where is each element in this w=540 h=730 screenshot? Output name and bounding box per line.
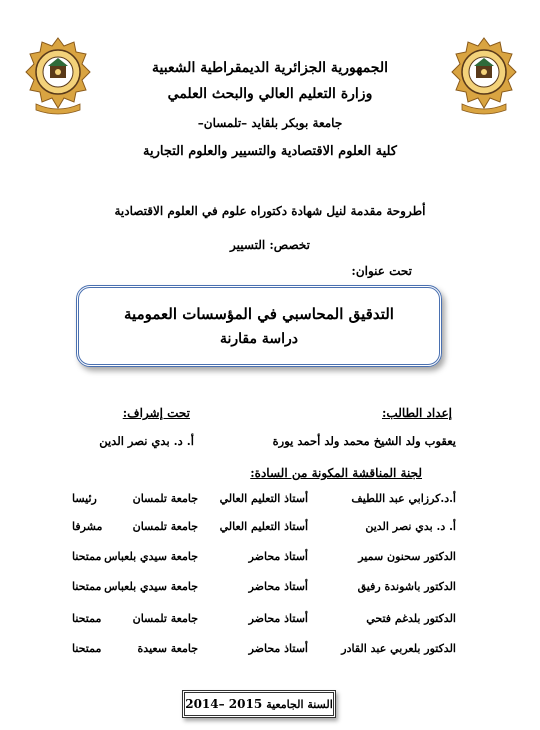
thesis-title-box	[76, 285, 442, 367]
thesis-title: التدقيق المحاسبي في المؤسسات العمومية	[124, 305, 394, 323]
supervisor-name: أ. د. بدي نصر الدين	[99, 434, 194, 448]
jury-member-name: الدكتور سحنون سمير	[358, 550, 456, 563]
jury-label: لجنة المناقشة المكونة من السادة:	[250, 466, 422, 480]
jury-row	[0, 520, 540, 540]
jury-row	[0, 642, 540, 662]
jury-member-university: جامعة سعيدة	[137, 642, 198, 655]
jury-member-university: جامعة تلمسان	[132, 612, 198, 625]
jury-member-university: جامعة سيدي بلعباس	[104, 580, 198, 593]
jury-member-name: الدكتور بلدغم فتحي	[366, 612, 456, 625]
supervisor-label: تحت إشراف:	[122, 406, 190, 420]
jury-row	[0, 492, 540, 512]
university-logo-left	[24, 34, 92, 116]
university-emblem-icon	[450, 34, 518, 116]
jury-member-role: ممتحنا	[72, 580, 102, 593]
jury-member-name: أ.د.كرزابي عبد اللطيف	[351, 492, 456, 505]
jury-member-role: ممتحنا	[72, 550, 102, 563]
jury-row	[0, 612, 540, 632]
jury-member-rank: أستاذ محاضر	[248, 642, 308, 655]
jury-member-rank: أستاذ محاضر	[248, 612, 308, 625]
header-ministry: وزارة التعليم العالي والبحث العلمي	[167, 86, 373, 102]
header-republic: الجمهورية الجزائرية الديمقراطية الشعبية	[151, 60, 388, 76]
jury-member-role: ممتحنا	[72, 612, 102, 625]
jury-member-name: الدكتور باشوندة رفيق	[357, 580, 456, 593]
header-faculty: كلية العلوم الاقتصادية والتسيير والعلوم التجارية	[143, 144, 397, 159]
jury-member-name: أ. د. بدي نصر الدين	[365, 520, 456, 533]
jury-member-role: مشرفا	[72, 520, 103, 533]
university-emblem-icon	[24, 34, 92, 116]
jury-member-university: جامعة سيدي بلعباس	[104, 550, 198, 563]
under-title-label: تحت عنوان:	[351, 264, 412, 278]
thesis-description: أطروحة مقدمة لنيل شهادة دكتوراه علوم في العلوم الاقتصادية	[114, 204, 426, 218]
prepared-by-label: إعداد الطالب:	[381, 406, 452, 420]
academic-year-label: السنة الجامعية	[266, 697, 333, 711]
jury-member-name: الدكتور بلعربي عبد القادر	[341, 642, 456, 655]
jury-member-university: جامعة تلمسان	[132, 492, 198, 505]
jury-member-rank: أستاذ التعليم العالي	[219, 520, 308, 533]
student-name: يعقوب ولد الشيخ محمد ولد أحمد يورة	[272, 434, 456, 448]
jury-row	[0, 580, 540, 600]
academic-year-box	[182, 690, 336, 718]
jury-member-rank: أستاذ محاضر	[248, 550, 308, 563]
jury-member-role: ممتحنا	[72, 642, 102, 655]
thesis-specialty: تخصص: التسيير	[230, 238, 310, 252]
academic-year-value: 2014– 2015	[185, 697, 263, 711]
thesis-subtitle: دراسة مقارنة	[220, 331, 299, 347]
jury-member-university: جامعة تلمسان	[132, 520, 198, 533]
university-logo-right	[450, 34, 518, 116]
jury-row	[0, 550, 540, 570]
jury-member-rank: أستاذ التعليم العالي	[219, 492, 308, 505]
header-university: جامعة بوبكر بلقايد –تلمسان–	[197, 116, 343, 130]
jury-member-rank: أستاذ محاضر	[248, 580, 308, 593]
jury-member-role: رئيسا	[72, 492, 97, 505]
